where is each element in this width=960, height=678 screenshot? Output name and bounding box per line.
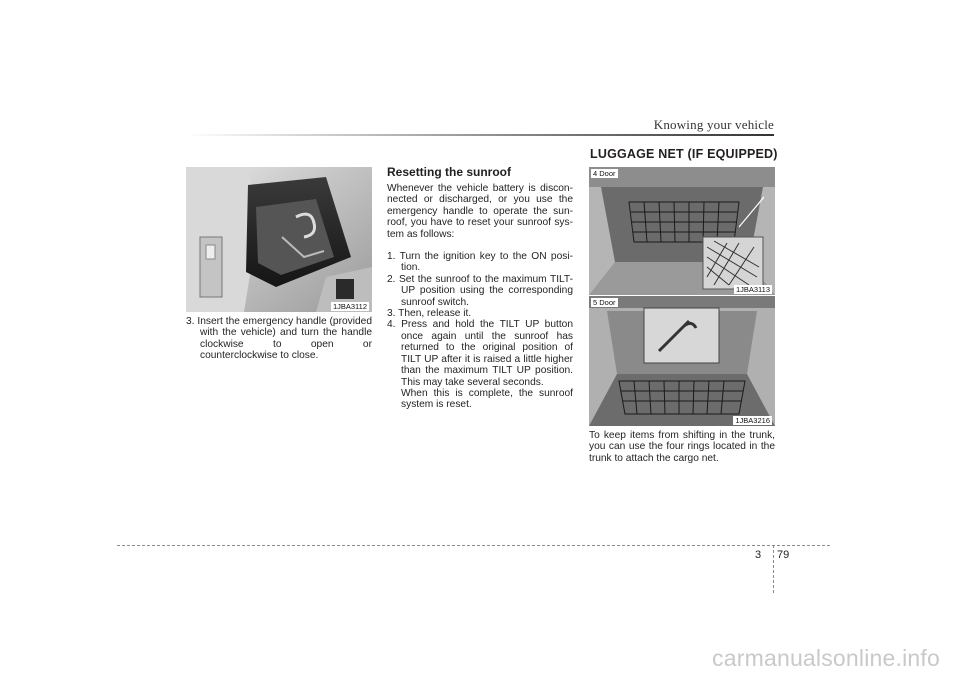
step-text: Insert the emergency handle (provided with the vehicle) and turn the handle clockwise to open or counterclockwise to close.: [197, 316, 372, 362]
luggage-net-5door-figure: [589, 296, 775, 426]
list-item: [186, 316, 372, 362]
step-number: 2.: [387, 273, 396, 285]
reset-note: When this is complete, the sunroof system is reset.: [401, 387, 573, 411]
sunroof-emergency-handle-figure: [186, 167, 372, 312]
step-text: Press and hold the TILT UP button once again until the sunroof has returned to the original position of TILT UP after it is raised a little higher than the maximum TILT UP position. This may take several seconds.: [401, 319, 573, 388]
trunk-5door-illustration: [589, 296, 775, 426]
step-number: 4.: [387, 319, 396, 331]
chapter-number: 3: [755, 549, 762, 561]
header-rule: [186, 134, 774, 136]
step-3: [186, 316, 372, 362]
resetting-heading: Resetting the sunroof: [387, 165, 512, 179]
footer-rule: [117, 545, 830, 546]
page-number-divider: [773, 545, 774, 593]
step-text: Turn the ignition key to the ON posi-tion.: [399, 251, 573, 274]
list-item: [387, 274, 573, 308]
page-number: 79: [777, 549, 790, 561]
figure-code: 1JBA3216: [735, 416, 770, 425]
sunroof-illustration: [186, 167, 372, 312]
list-item: [387, 319, 573, 387]
list-item: [387, 251, 573, 274]
list-item: [387, 308, 573, 319]
resetting-body: [387, 183, 573, 411]
step-text: Set the sunroof to the maximum TILT-UP position using the corresponding sunroof switch.: [399, 273, 573, 308]
figure-code: 1JBA3113: [735, 285, 770, 294]
luggage-net-4door-figure: [589, 167, 775, 295]
luggage-net-title: LUGGAGE NET (IF EQUIPPED): [590, 147, 778, 161]
step-number: 3.: [186, 316, 195, 327]
trunk-4door-illustration: [589, 167, 775, 295]
figure-tag: 4 Door: [593, 169, 616, 178]
watermark: carmanualsonline.info: [712, 645, 940, 671]
step-number: 1.: [387, 251, 396, 263]
resetting-intro: Whenever the vehicle battery is discon-nected or discharged, or you use the emergency handle to operate the sun-roof, you have to reset your sunroof sys-tem as follows:: [387, 183, 573, 240]
step-text: Then, release it.: [398, 308, 472, 320]
figure-code: 1JBA3112: [332, 302, 367, 311]
luggage-net-body: To keep items from shifting in the trunk, you can use the four rings located in the trunk to attach the cargo net.: [589, 430, 775, 464]
figure-tag: 5 Door: [593, 298, 616, 307]
running-header: Knowing your vehicle: [653, 117, 774, 132]
step-number: 3.: [387, 308, 396, 320]
